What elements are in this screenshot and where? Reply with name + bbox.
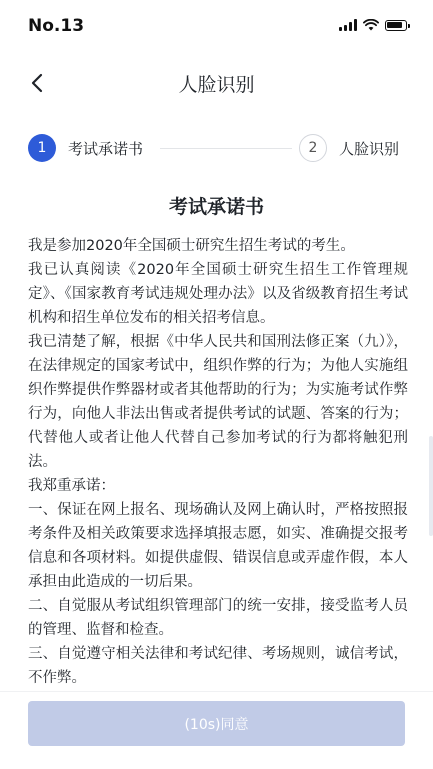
document-body[interactable] (28, 234, 408, 690)
document-title: 考试承诺书 (168, 196, 264, 218)
agree-button[interactable]: (10s)同意 (28, 701, 405, 746)
step-1-label: 考试承诺书 (68, 140, 144, 158)
status-icons (339, 19, 407, 31)
step-2-indicator: 2 (299, 134, 327, 162)
page-title: 人脸识别 (178, 74, 255, 96)
status-time: No.13 (28, 16, 85, 36)
paragraph: 一、保证在网上报名、现场确认及网上确认时，严格按照报考条件及相关政策要求选择填报志愿，如实、准确提交报考信息和各项材料。如提供虚假、错误信息或弄虚作假，本人承担由此造成的一切后果。 (28, 502, 408, 590)
paragraph: 我已清楚了解，根据《中华人民共和国刑法修正案（九）》，在法律规定的国家考试中，组织作弊的行为；为他人实施组织作弊提供作弊器材或者其他帮助的行为；为实施考试作弊行为，向他人非法出售或者提供考试的试题、答案的行为；代替他人或者让他人代替自己参加考试的行为都将触犯刑法。 (28, 334, 408, 470)
battery-icon (385, 20, 407, 31)
paragraph: 我已认真阅读《2020年全国硕士研究生招生工作管理规定》、《国家教育考试违规处理办法》以及省级教育招生考试机构和招生单位发布的相关招考信息。 (28, 262, 408, 326)
nav-bar (0, 58, 433, 108)
footer (0, 691, 433, 769)
stepper (28, 134, 408, 164)
scrollbar[interactable] (429, 436, 433, 536)
signal-icon (339, 19, 357, 31)
step-connector (160, 148, 292, 149)
paragraph: 我郑重承诺： (28, 478, 115, 494)
step-1-indicator: 1 (28, 134, 56, 162)
status-bar (0, 0, 433, 52)
paragraph: 二、自觉服从考试组织管理部门的统一安排，接受监考人员的管理、监督和检查。 (28, 598, 408, 638)
paragraph: 我是参加2020年全国硕士研究生招生考试的考生。 (28, 238, 355, 254)
paragraph: 三、自觉遵守相关法律和考试纪律、考场规则，诚信考试，不作弊。 (28, 646, 408, 686)
wifi-icon (363, 19, 379, 31)
step-2-label: 人脸识别 (339, 140, 400, 158)
